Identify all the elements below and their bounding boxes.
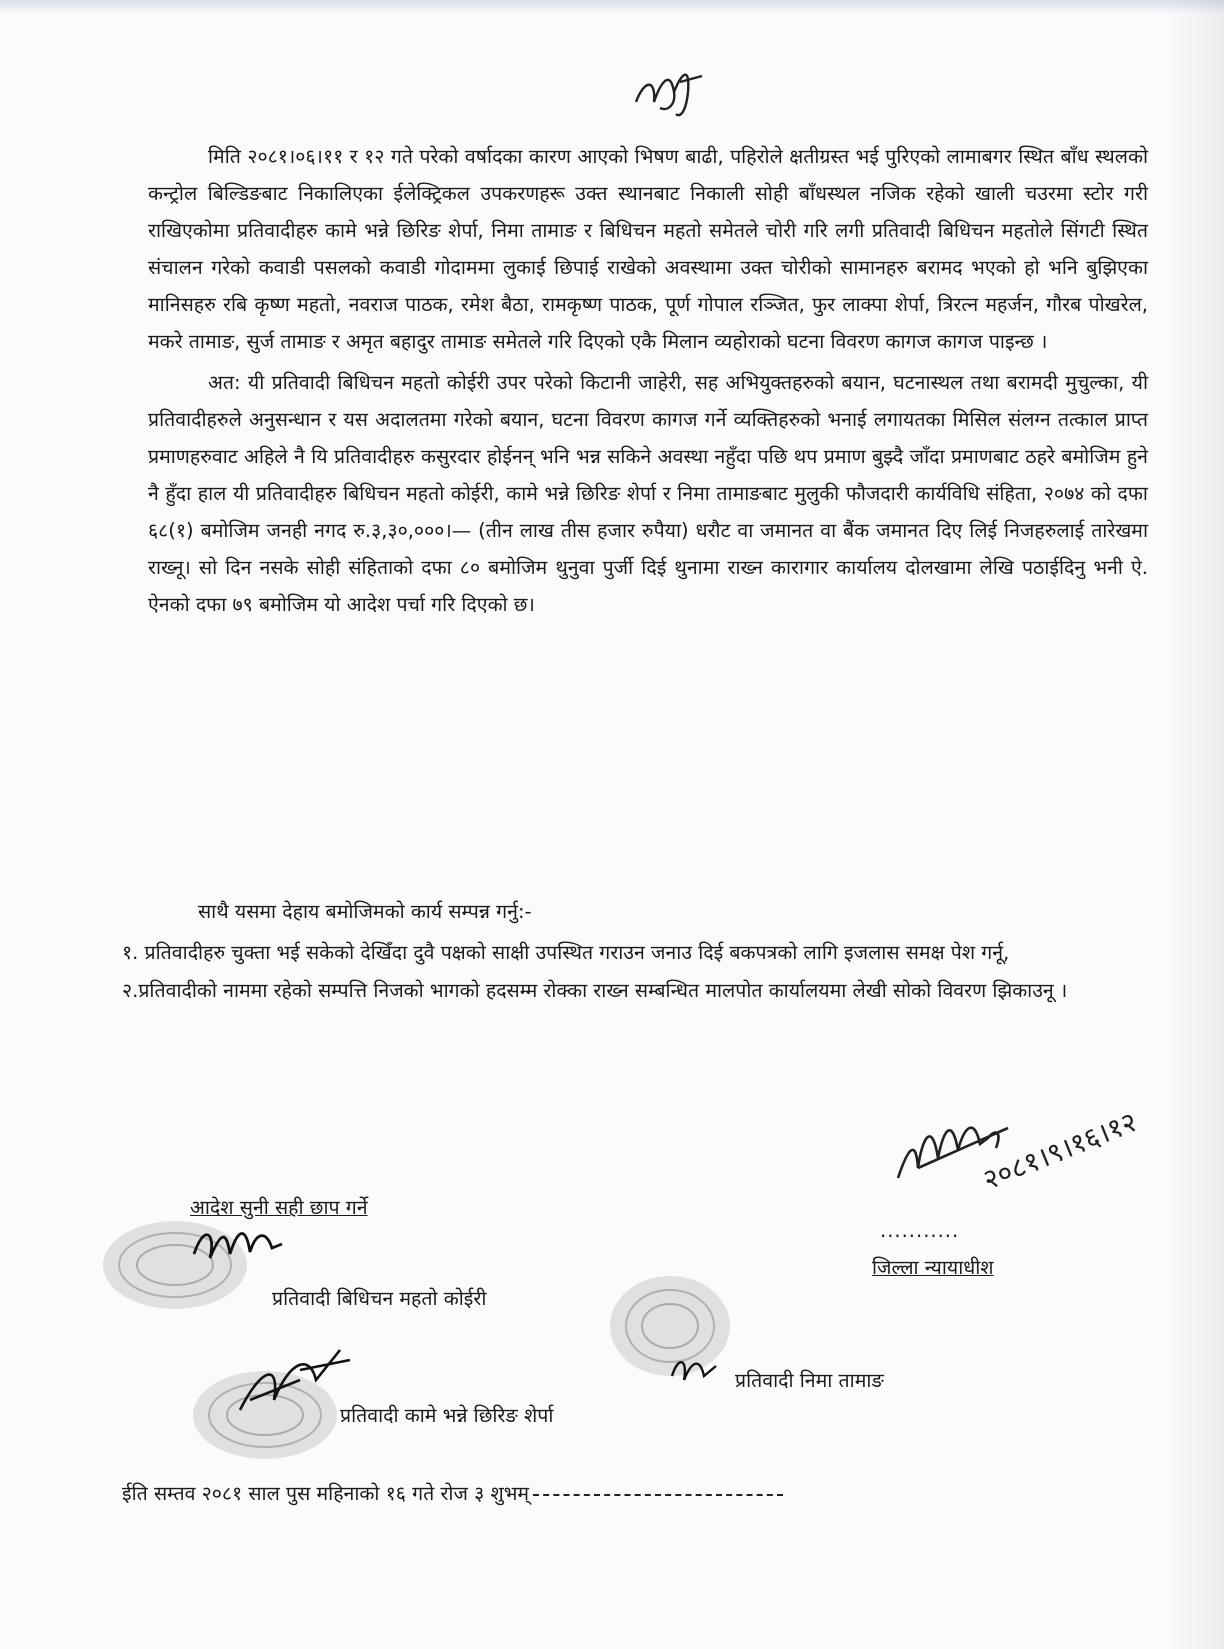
closing-line (122, 1479, 783, 1506)
tasks-intro: साथै यसमा देहाय बमोजिमको कार्य सम्पन्न गर्नु:- (198, 900, 532, 923)
closing-dash-rule (533, 1494, 783, 1496)
party-1-name: प्रतिवादी बिधिचन महतो कोईरी (272, 1287, 487, 1310)
judge-title: जिल्ला न्यायाधीश (872, 1256, 994, 1279)
order-body (148, 138, 1148, 623)
paragraph-incident: मिति २०८१।०६।११ र १२ गते परेको वर्षादका कारण आएको भिषण बाढी, पहिरोले क्षतीग्रस्त भई पुरिएको लामाबगर स्थित बाँध स्थलको कन्ट्रोल बिल्डिङबाट निकालिएका ईलेक्ट्रिकल उपकरणहरू उक्त स्थानबाट निकाली सोही बाँधस्थल नजिक रहेको खाली चउरमा स्टोर गरी राखिएकोमा प्रतिवादीहरु कामे भन्ने छिरिङ शेर्पा, निमा तामाङ र बिधिचन महतो समेतले चोरी गरि लगी प्रतिवादी बिधिचन महतोले सिंगटी स्थित संचालन गरेको कवाडी पसलको कवाडी गोदाममा लुकाई छिपाई राखेको अवस्थामा उक्त चोरीको सामानहरु बरामद भएको हो भनि बुझिएका मानिसहरु रबि कृष्ण महतो, नवराज पाठक, रमेश बैठा, रामकृष्ण पाठक, पूर्ण गोपाल रञ्जित, फुर लाक्पा शेर्पा, त्रिरत्न महर्जन, गौरब पोखरेल, मकरे तामाङ, सुर्ज तामाङ र अमृत बहादुर तामाङ समेतले गरि दिएको एकै मिलान व्यहोराको घटना विवरण कागज कागज पाइन्छ । (148, 145, 1148, 353)
party-2-signature (666, 1346, 726, 1392)
scan-edge-top (0, 0, 1224, 14)
top-initial-signature (630, 62, 710, 122)
paragraph-order: अत: यी प्रतिवादी बिधिचन महतो कोईरी उपर परेको किटानी जाहेरी, सह अभियुक्तहरुको बयान, घटनास्थल तथा बरामदी मुचुल्का, यी प्रतिवादीहरुले अनुसन्धान र यस अदालतमा गरेको बयान, घटना विवरण कागज गर्ने व्यक्तिहरुको भनाई लगायतका मिसिल संलग्न तत्काल प्राप्त प्रमाणहरुवाट अहिले नै यि प्रतिवादीहरु कसुरदार होईनन् भनि भन्न सकिने अवस्था नहुँदा पछि थप प्रमाण बुझ्दै जाँदा प्रमाणबाट ठहरे बमोजिम हुने नै हुँदा हाल यी प्रतिवादीहरु बिधिचन महतो कोईरी, कामे भन्ने छिरिङ शेर्पा र निमा तामाङबाट मुलुकी फौजदारी कार्यविधि संहिता, २०७४ को दफा ६८(१) बमोजिम जनही नगद रु.३,३०,०००।— (तीन लाख तीस हजार रुपैया) धरौट वा जमानत वा बैंक जमानत दिए लिई निजहरुलाई तारेखमा राख्नू। सो दिन नसके सोही संहिताको दफा ८० बमोजिम थुनुवा पुर्जी दिई थुनामा राख्न कारागार कार्यालय दोलखामा लेखि पठाईदिनु भनी ऐ. ऐनको दफा ७९ बमोजिम यो आदेश पर्चा गरि दिएको छ। (148, 371, 1148, 616)
order-heard-label: आदेश सुनी सही छाप गर्ने (190, 1196, 368, 1219)
party-2-name: प्रतिवादी निमा तामाङ (735, 1369, 884, 1392)
judge-signature-dots: ........... (880, 1219, 960, 1242)
task-item: १. प्रतिवादीहरु चुक्ता भई सकेको देखिँदा दुवै पक्षको साक्षी उपस्थित गराउन जनाउ दिई बकपत्रको लागि इजलास समक्ष पेश गर्नू, (122, 941, 1010, 964)
party-3-name: प्रतिवादी कामे भन्ने छिरिङ शेर्पा (340, 1404, 554, 1427)
judge-handwritten-date: २०८१।९।१६।१२ (978, 1104, 1142, 1197)
task-item: २.प्रतिवादीको नाममा रहेको सम्पत्ति निजको भागको हदसम्म रोक्का राख्न सम्बन्धित मालपोत कार्यालयमा लेखी सोको विवरण झिकाउनू । (122, 979, 1068, 1002)
party-1-signature (186, 1214, 306, 1290)
scan-edge-right (1164, 0, 1224, 1649)
task-list (122, 935, 1152, 1011)
closing-text: ईति सम्तव २०८१ साल पुस महिनाको १६ गते रोज ३ शुभम् (122, 1482, 530, 1505)
judge-signature (888, 1098, 1148, 1208)
